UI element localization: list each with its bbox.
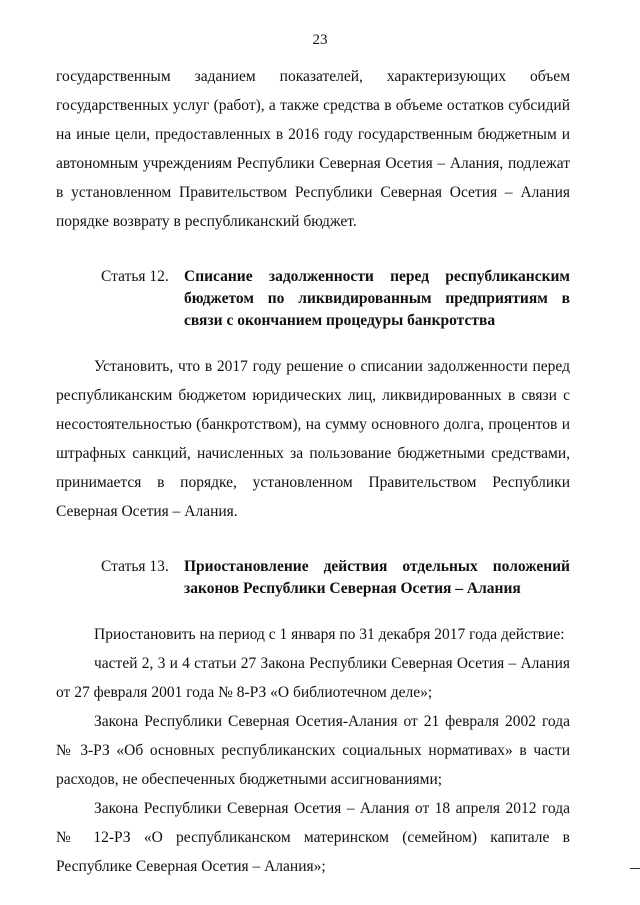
article-title-line: связи с окончанием процедуры банкротства <box>184 312 496 329</box>
body-line: частей 2, 3 и 4 статьи 27 Закона Республики Северная Осетия – Алания <box>94 655 570 672</box>
body-line: штрафных санкций, начисленных за пользование бюджетными средствами, <box>56 445 570 462</box>
article-13-title <box>184 556 570 600</box>
body-line: Закона Республики Северная Осетия – Алания от 18 апреля 2012 года <box>94 800 570 817</box>
body-line: от 27 февраля 2001 года № 8-РЗ «О библиотечном деле»; <box>56 684 433 701</box>
body-line: Северная Осетия – Алания. <box>56 503 238 520</box>
article-title-line: законов Республики Северная Осетия – Алания <box>184 580 521 597</box>
body-line: № 3-РЗ «Об основных республиканских социальных нормативах» в части <box>56 742 570 759</box>
body-line: № 12-РЗ «О республиканском материнском (семейном) капитале в <box>56 829 570 846</box>
article-13-heading <box>56 556 570 600</box>
body-line: несостоятельностью (банкротством), на сумму основного долга, процентов и <box>56 416 570 433</box>
body-line: государственных услуг (работ), а также средства в объеме остатков субсидий <box>56 97 570 114</box>
article-13-number: Статья 13. <box>101 558 169 575</box>
article-12-heading <box>56 266 570 332</box>
body-line: принимается в порядке, установленном Правительством Республики <box>56 474 570 491</box>
body-line: Приостановить на период с 1 января по 31 декабря 2017 года действие: <box>94 626 565 643</box>
article-12-title <box>184 266 570 332</box>
body-line: государственным заданием показателей, характеризующих объем <box>56 68 570 85</box>
article-title-line: Приостановление действия отдельных положений <box>184 558 570 575</box>
body-line: Закона Республики Северная Осетия-Алания от 21 февраля 2002 года <box>94 713 570 730</box>
body-line: расходов, не обеспеченных бюджетными ассигнованиями; <box>56 771 443 788</box>
body-line: автономным учреждениям Республики Северная Осетия – Алания, подлежат <box>56 155 570 172</box>
body-line: на иные цели, предоставленных в 2016 году государственным бюджетным и <box>56 126 570 143</box>
body-line: Установить, что в 2017 году решение о списании задолженности перед <box>94 358 570 375</box>
article-12-number: Статья 12. <box>101 268 169 285</box>
body-line: Республике Северная Осетия – Алания»; <box>56 858 326 875</box>
page-number: 23 <box>312 32 328 48</box>
document-body <box>56 62 570 881</box>
article-title-line: бюджетом по ликвидированным предприятиям в <box>184 290 570 307</box>
body-line: республиканским бюджетом юридических лиц, ликвидированных в связи с <box>56 387 570 404</box>
body-line: в установленном Правительством Республики Северная Осетия – Алания <box>56 184 570 201</box>
scan-edge-mark <box>630 868 640 869</box>
article-title-line: Списание задолженности перед республиканским <box>184 268 570 285</box>
body-line: порядке возврату в республиканский бюджет. <box>56 213 357 230</box>
